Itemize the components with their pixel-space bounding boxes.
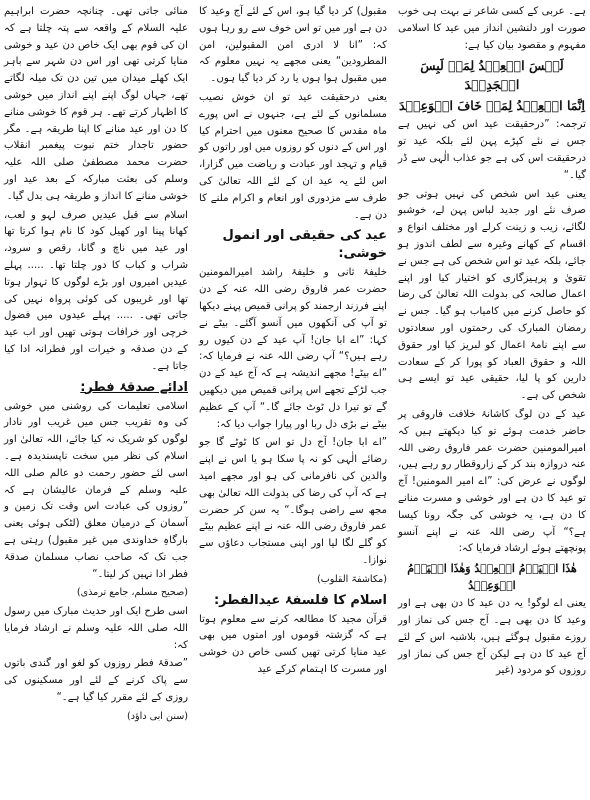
paragraph: مقبول) کر دیا گیا ہو، اس کے لئے آج وعید کا دن ہے اور میں تو اس خوف سے رو رہا ہوں کہ: ”انا لا ادری امن المقبولین، امن المطرودین“ یعنی مجھے یہ نہیں معلوم کہ میں مقبول ہوا ہوں یا رد کر دیا گیا ہوں۔ (199, 6, 387, 85)
translation-paragraph: ترجمہ: ”درحقیقت عید اس کی نہیں ہے جس نے نئے کپڑے پہن لئے بلکہ عید تو درحقیقت اس کی ہے جو عذاب الٰہی سے ڈر گیا۔“ (398, 119, 586, 181)
column-right (394, 0, 590, 800)
paragraph: اسلام سے قبل عیدیں صرف لہو و لعب، کھانا پینا اور کھیل کود کا نام ہوا کرتا تھا اور عید میں ناچ و گانا، رقص و سرود، شراب و کباب کا دور چلتا تھا۔ ..... پہلے عیدیں امیروں اور بڑے لوگوں کا تہوار ہوتا تھا اور غریبوں کی کوئی پرواہ نہیں کی جاتی تھی۔ ..... پہلے عیدوں میں فضول خرچی اور خرافات ہوتی تھیں اور اب عید کے دن صدقہ و خیرات اور فطرانہ ادا کیا جاتا ہے۔ (4, 209, 188, 372)
paragraph: منائی جاتی تھی۔ چنانچہ حضرت ابراہیم علیہ السلام کے واقعہ سے پتہ چلتا ہے کہ ان کی قوم بھی ایک خاص دن عید و خوشی منایا کرتی تھی اور اس دن شہر سے باہر ایک کھلے میدان میں تین دن تک میلہ لگاتے تھے، جہاں لوگ اپنے اپنے انداز میں خوشی کا اظہار کرتے تھے۔ ہر قوم کا خوشی منانے کا دن اور عید منانے کا اپنا طریقہ ہے۔ مگر حضور تاجدار ختم نبوت پیغمبر انقلاب حضرت محمد مصطفیٰ صلی اللہ علیہ وسلم کی بعثت مبارکہ کے بعد عید اور خوشی منانے کا انداز و طریقہ ہی بدل گیا۔ (4, 6, 188, 202)
paragraph: اسی طرح ایک اور حدیث مبارک میں رسول اللہ صلی اللہ علیہ وسلم نے ارشاد فرمایا کہ: (4, 606, 188, 651)
arabic-hadith: هٰذَا الۡیَوۡمُ الۡعِیۡدُ وَهٰذَا الۡیَوۡمُ الۡوَعِیۡدُ (407, 562, 577, 593)
arabic-verse: لَیۡسَ الۡعِیۡدُ لِمَنۡ لَبِسَ الۡجَدِیۡدَ (420, 58, 564, 93)
paragraph: یعنی اے لوگو! یہ دن عید کا دن بھی ہے اور وعید کا دن بھی ہے۔ آج جس کی نماز اور روزے مقبول ہوگئے ہیں، بلاشبہ اس کے لئے آج عید کا دن ہے لیکن آج جس کی نماز اور روزوں کو مردود (غیر (398, 598, 586, 677)
source-citation: (صحیح مسلم، جامع ترمذی) (76, 587, 188, 599)
paragraph: قرآن مجید کا مطالعہ کرنے سے معلوم ہوتا ہے کہ گزشتہ قوموں اور امتوں میں بھی عید منایا کرتی تھیں کسی خاص دن خوشی اور مسرت کا اہتمام کرکے عید (199, 613, 387, 675)
paragraph: ہے۔ عربی کے کسی شاعر نے بہت ہی خوب صورت اور دلنشین انداز میں عید کا اسلامی مفہوم و مقصود بیان کیا ہے: (398, 6, 586, 51)
source-citation: (سنن ابی داؤد) (127, 710, 188, 722)
quote-paragraph: ”صدقۂ فطر روزوں کو لغو اور گندی باتوں سے پاک کرنے کے لئے اور مسکینوں کی روزی کے لئے مقرر کیا گیا ہے۔“ (4, 658, 188, 704)
quote-paragraph: ”اے ابا جان! آج دل تو اس کا ٹوٹے گا جو رضائے الٰہی کو نہ پا سکا ہو یا اس نے اپنے والدین کی نافرمانی کی ہو اور مجھے امید ہے کہ آپ کی رضا کی بدولت اللہ تعالیٰ بھی مجھ سے راضی ہوگا۔“ یہ سن کر حضرت عمر فاروق رضی اللہ عنہ نے اپنے عظیم بیٹے کو گلے لگا لیا اور اپنی مستجاب دعاؤں سے نوازا۔ (199, 437, 387, 566)
paragraph: یعنی درحقیقت عید تو ان خوش نصیب مسلمانوں کے لئے ہے، جنہوں نے اس پورے ماہ مقدس کا صحیح معنوں میں احترام کیا اور اس کے دنوں کو روزوں میں اور راتوں کو قیام و تہجد اور عبادت و ریاضت میں گزارا، اس لئے یہ عید ان کے لئے اللہ تعالیٰ کی طرف سے مزدوری اور انعام و اکرام ملنے کا دن ہے۔ (199, 91, 387, 221)
arabic-verse: اِنَّمَا الۡعِیۡدُ لِمَنۡ خَافَ الۡوَعِیۡدَ (399, 98, 585, 114)
paragraph: عید کے دن لوگ کاشانۂ خلافت فاروقی پر حاضر خدمت ہوئے تو کیا دیکھتے ہیں کہ امیرالمومنین حضرت عمر فاروق رضی اللہ عنہ دروازہ بند کر کے زاروقطار رو رہے ہیں، لوگوں نے عرض کی: ”اے امیر المومنین! آج تو عید کا دن ہے اور خوشی و مسرت منانے کا دن ہے، یہ خوشی کی جگہ رونا کیسا ہے؟“ آپ رضی اللہ عنہ نے اپنے آنسو پونچھتے ہوئے ارشاد فرمایا کہ: (398, 408, 586, 555)
source-citation: (مکاشفۃ القلوب) (316, 573, 387, 585)
paragraph: خلیفۂ ثانی و خلیفۂ راشد امیرالمومنین حضرت عمر فاروق رضی اللہ عنہ کے دن اپنے فرزند ارجمند کو پرانی قمیص پہنے دیکھا تو آپ کی آنکھوں میں آنسو آگئے۔ بیٹے نے کہا: ”اے ابا جان! آپ عید کے دن کیوں رو رہے ہیں؟“ آپ رضی اللہ عنہ نے فرمایا کہ: ”اے بیٹے! مجھے اندیشہ ہے کہ آج عید کے دن جب لڑکے تجھے اس پرانی قمیص میں دیکھیں گے تو تیرا دل ٹوٹ جائے گا۔“ آپ کے عظیم بیٹے نے بڑی دل ربا اور پیارا جواب دیا کہ: (199, 267, 387, 430)
column-left (0, 0, 192, 800)
section-heading: اسلام کا فلسفۂ عیدالفطر: (213, 592, 387, 608)
column-middle (195, 0, 391, 800)
paragraph: اسلامی تعلیمات کی روشنی میں خوشی کی وہ تقریب جس میں غریب اور نادار لوگوں کو شریک نہ کیا جائے، اللہ تعالیٰ اور اسلام کی نظر میں سخت ناپسندیدہ ہے۔ اسی لئے حضور رحمت دو عالم صلی اللہ علیہ وسلم کے فرمان عالیشان ہے کہ ”روزوں کی عبادت اس وقت تک زمین و آسمان کے درمیان معلق (لٹکی ہوئی یعنی بارگاہِ خداوندی میں غیر مقبول) رہتی ہے جب تک کہ صاحب نصاب مسلمان صدقۂ فطر ادا نہیں کر لیتا۔“ (4, 400, 188, 580)
section-heading: عید کی حقیقی اور انمول خوشی: (222, 228, 387, 262)
section-heading: ادائے صدقۂ فطر: (80, 379, 188, 395)
paragraph: یعنی عید اس شخص کی نہیں ہوتی جو صرف نئے اور جدید لباس پہن لے، خوشبو لگائے، زیب و زینت کرلے اور مختلف انواع و اقسام کے کھانے وغیرہ سے لطف اندوز ہو جائے، بلکہ عید تو اس شخص کی ہے جس نے تقویٰ و پرہیزگاری کو اختیار کیا اور اپنے اعمال صالحہ کی بدولت اللہ تعالیٰ کی رضا کو حاصل کرنے میں کامیاب ہو گیا۔ جس نے رمضان المبارک کی رحمتوں اور سعادتوں سے اپنے نامۂ اعمال کو لبریز کیا اور حقوق اللہ و حقوق العباد کو پورا کر کے سعادت دارین کو پا لیا، حقیقی عید تو ایسے ہی شخص کی ہے۔ (398, 188, 586, 402)
